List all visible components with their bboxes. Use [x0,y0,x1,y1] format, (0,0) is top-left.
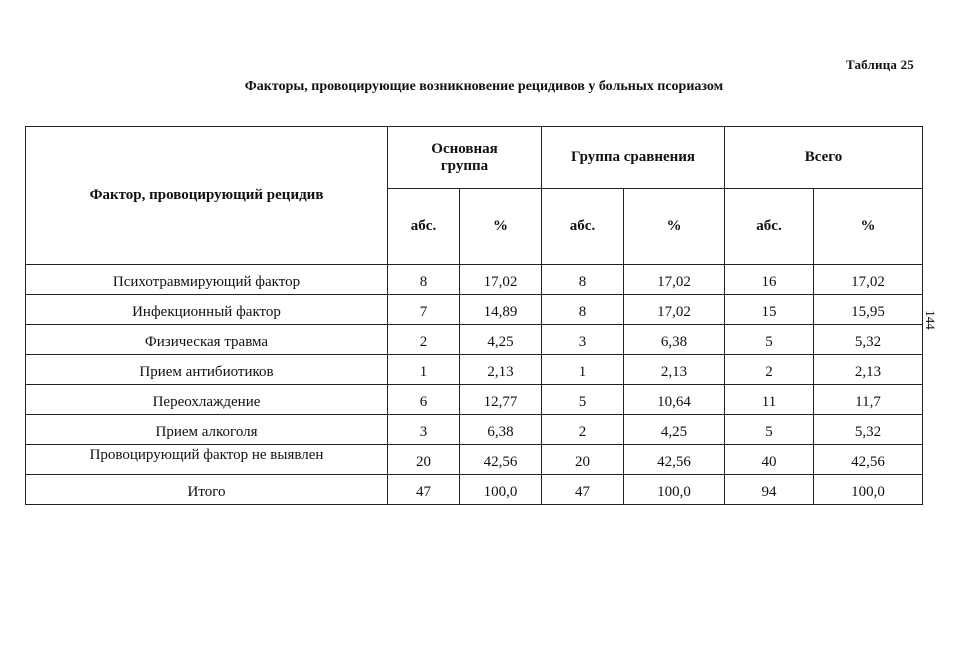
cell-value: 15 [725,295,814,325]
subheader-percent: % [460,189,542,265]
cell-value: 5 [725,325,814,355]
table-number: Таблица 25 [845,57,914,72]
cell-value: 16 [725,265,814,295]
row-factor: Инфекционный фактор [26,295,388,325]
row-factor: Провоцирующий фактор не выявлен [26,445,388,475]
cell-value: 42,56 [624,445,725,475]
cell-value: 2,13 [460,355,542,385]
row-factor: Психотравмирующий фактор [26,265,388,295]
cell-value: 5,32 [814,415,923,445]
cell-value: 1 [388,355,460,385]
cell-value: 8 [542,295,624,325]
main-group-header [388,127,542,189]
cell-value: 6 [388,385,460,415]
subheader-abs: абс. [542,189,624,265]
main-group-label-line2: группа [440,157,489,174]
total-row [26,475,923,505]
cell-value: 6,38 [460,415,542,445]
row-factor: Итого [26,475,388,505]
cell-value: 17,02 [814,265,923,295]
cell-value: 17,02 [624,295,725,325]
cell-value: 11 [725,385,814,415]
cell-value: 1 [542,355,624,385]
total-group-header: Всего [725,127,923,189]
document-title: Факторы, провоцирующие возникновение рецидивов у больных псориазом [244,79,724,94]
cell-value: 2 [388,325,460,355]
table-row [26,265,923,295]
cell-value: 47 [542,475,624,505]
cell-value: 42,56 [460,445,542,475]
cell-value: 2 [542,415,624,445]
cell-value: 94 [725,475,814,505]
cell-value: 100,0 [814,475,923,505]
factors-table [25,126,923,505]
row-factor: Физическая травма [26,325,388,355]
cell-value: 20 [388,445,460,475]
cell-value: 3 [388,415,460,445]
cell-value: 47 [388,475,460,505]
subheader-abs: абс. [725,189,814,265]
cell-value: 8 [542,265,624,295]
cell-value: 17,02 [624,265,725,295]
cell-value: 4,25 [624,415,725,445]
cell-value: 20 [542,445,624,475]
cell-value: 2,13 [624,355,725,385]
cell-value: 100,0 [460,475,542,505]
cell-value: 5 [542,385,624,415]
cell-value: 14,89 [460,295,542,325]
row-factor: Прием антибиотиков [26,355,388,385]
cell-value: 4,25 [460,325,542,355]
table-row [26,385,923,415]
table-row [26,295,923,325]
factor-column-header: Фактор, провоцирующий рецидив [26,127,388,265]
cell-value: 2 [725,355,814,385]
page-number: 144 [922,310,938,330]
subheader-percent: % [624,189,725,265]
comparison-group-header: Группа сравнения [542,127,725,189]
cell-value: 100,0 [624,475,725,505]
table-row [26,325,923,355]
cell-value: 10,64 [624,385,725,415]
cell-value: 7 [388,295,460,325]
cell-value: 12,77 [460,385,542,415]
subheader-percent: % [814,189,923,265]
subheader-abs: абс. [388,189,460,265]
cell-value: 5,32 [814,325,923,355]
cell-value: 42,56 [814,445,923,475]
cell-value: 8 [388,265,460,295]
header-row-groups [26,127,923,189]
main-group-label-line1: Основная [431,140,498,157]
cell-value: 17,02 [460,265,542,295]
cell-value: 3 [542,325,624,355]
cell-value: 11,7 [814,385,923,415]
row-factor: Прием алкоголя [26,415,388,445]
cell-value: 6,38 [624,325,725,355]
row-factor: Переохлаждение [26,385,388,415]
cell-value: 2,13 [814,355,923,385]
table-row [26,355,923,385]
cell-value: 5 [725,415,814,445]
table-row [26,415,923,445]
table-row [26,445,923,475]
cell-value: 40 [725,445,814,475]
cell-value: 15,95 [814,295,923,325]
